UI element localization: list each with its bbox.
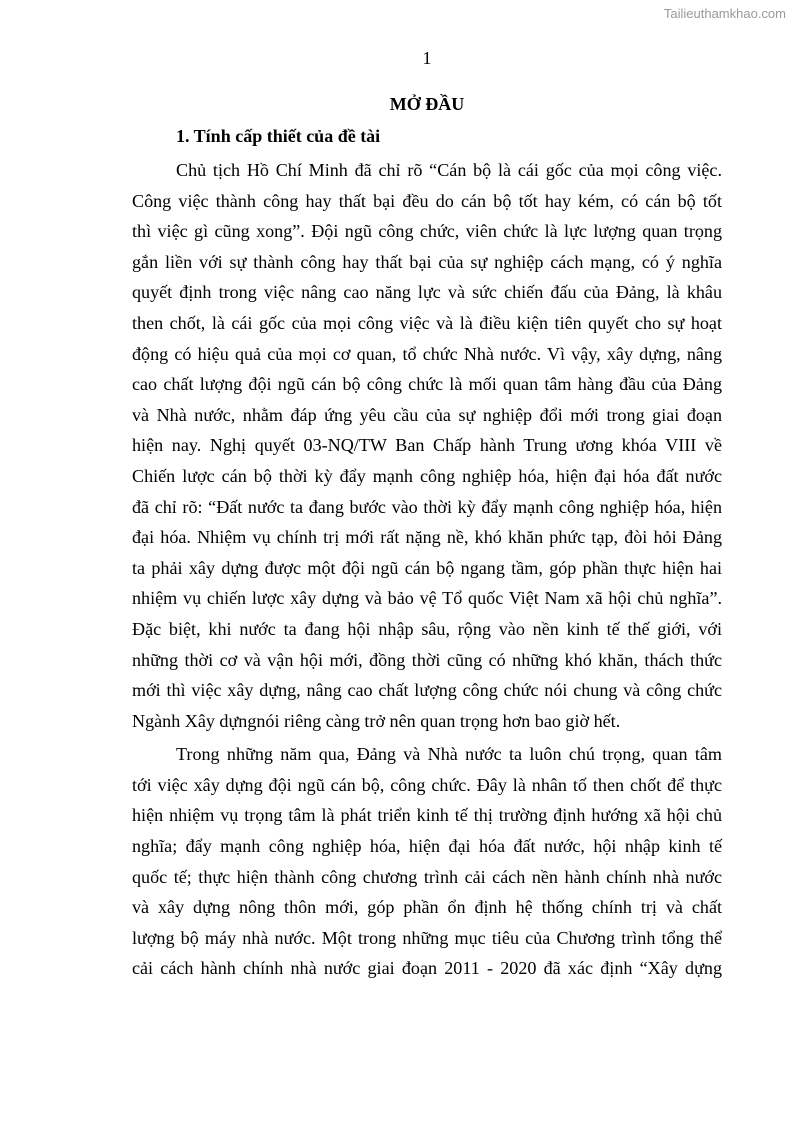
section-heading: 1. Tính cấp thiết của đề tài xyxy=(176,126,381,146)
page-title: MỞ ĐẦU xyxy=(389,94,465,114)
text-line: Công việc thành công hay thất bại đều do cán bộ tốt hay kém, có cán bộ tốt xyxy=(132,190,722,211)
text-line: và Nhà nước, nhằm đáp ứng yêu cầu của sự nghiệp đổi mới trong giai đoạn xyxy=(132,404,722,425)
text-line: tới việc xây dựng đội ngũ cán bộ, công chức. Đây là nhân tố then chốt để thực xyxy=(132,774,722,795)
text-line: nhiệm vụ chiến lược xây dựng và bảo vệ Tổ quốc Việt Nam xã hội chủ nghĩa”. xyxy=(132,588,722,609)
text-line: đã chỉ rõ: “Đất nước ta đang bước vào thời kỳ đẩy mạnh công nghiệp hóa, hiện xyxy=(132,496,722,517)
text-line: gắn liền với sự thành công hay thất bại của sự nghiệp cách mạng, có ý nghĩa xyxy=(132,251,722,272)
text-line: hiện nay. Nghị quyết 03-NQ/TW Ban Chấp hành Trung ương khóa VIII về xyxy=(132,435,722,456)
text-line: ta phải xây dựng được một đội ngũ cán bộ ngang tầm, góp phần thực hiện hai xyxy=(132,557,722,578)
text-line: nghĩa; đẩy mạnh công nghiệp hóa, hiện đại hóa đất nước, hội nhập kinh tế xyxy=(132,836,722,857)
watermark: Tailieuthamkhao.com xyxy=(663,6,786,21)
text-line: lượng bộ máy nhà nước. Một trong những mục tiêu của Chương trình tổng thể xyxy=(132,927,722,948)
text-line: Chiến lược cán bộ thời kỳ đẩy mạnh công nghiệp hóa, hiện đại hóa đất nước xyxy=(132,465,722,486)
paragraph xyxy=(132,739,722,984)
text-line: Chủ tịch Hồ Chí Minh đã chỉ rõ “Cán bộ là cái gốc của mọi công việc. xyxy=(176,160,722,180)
text-line: và xây dựng nông thôn mới, góp phần ổn định hệ thống chính trị và chất xyxy=(132,897,722,918)
text-line: Đặc biệt, khi nước ta đang hội nhập sâu, rộng vào nền kinh tế thế giới, với xyxy=(132,618,722,639)
text-line: cao chất lượng đội ngũ cán bộ công chức là mối quan tâm hàng đầu của Đảng xyxy=(132,374,722,395)
text-line: quốc tế; thực hiện thành công chương trình cải cách nền hành chính nhà nước xyxy=(132,866,722,887)
text-line: then chốt, là cái gốc của mọi công việc và là điều kiện tiên quyết cho sự hoạt xyxy=(132,312,722,333)
page-number: 1 xyxy=(422,48,432,68)
document-body xyxy=(132,155,722,984)
paragraph xyxy=(132,155,722,736)
text-line: những thời cơ và vận hội mới, đồng thời cũng có những khó khăn, thách thức xyxy=(132,649,722,670)
text-line: quyết định trong việc nâng cao năng lực và sức chiến đấu của Đảng, là khâu xyxy=(132,282,722,303)
text-line: mới thì việc xây dựng, nâng cao chất lượng công chức nói chung và công chức xyxy=(132,680,722,701)
text-line: hiện nhiệm vụ trọng tâm là phát triển kinh tế thị trường định hướng xã hội chủ xyxy=(132,805,722,826)
text-line: Trong những năm qua, Đảng và Nhà nước ta luôn chú trọng, quan tâm xyxy=(176,744,722,765)
text-line: thì việc gì cũng xong”. Đội ngũ công chức, viên chức là lực lượng quan trọng xyxy=(132,221,722,242)
text-line: Ngành Xây dựngnói riêng càng trở nên quan trọng hơn bao giờ hết. xyxy=(132,710,621,731)
text-line: cải cách hành chính nhà nước giai đoạn 2011 - 2020 đã xác định “Xây dựng xyxy=(132,958,722,979)
text-line: động có hiệu quả của mọi cơ quan, tổ chức Nhà nước. Vì vậy, xây dựng, nâng xyxy=(132,343,722,364)
text-line: đại hóa. Nhiệm vụ chính trị mới rất nặng nề, khó khăn phức tạp, đòi hỏi Đảng xyxy=(132,527,722,548)
